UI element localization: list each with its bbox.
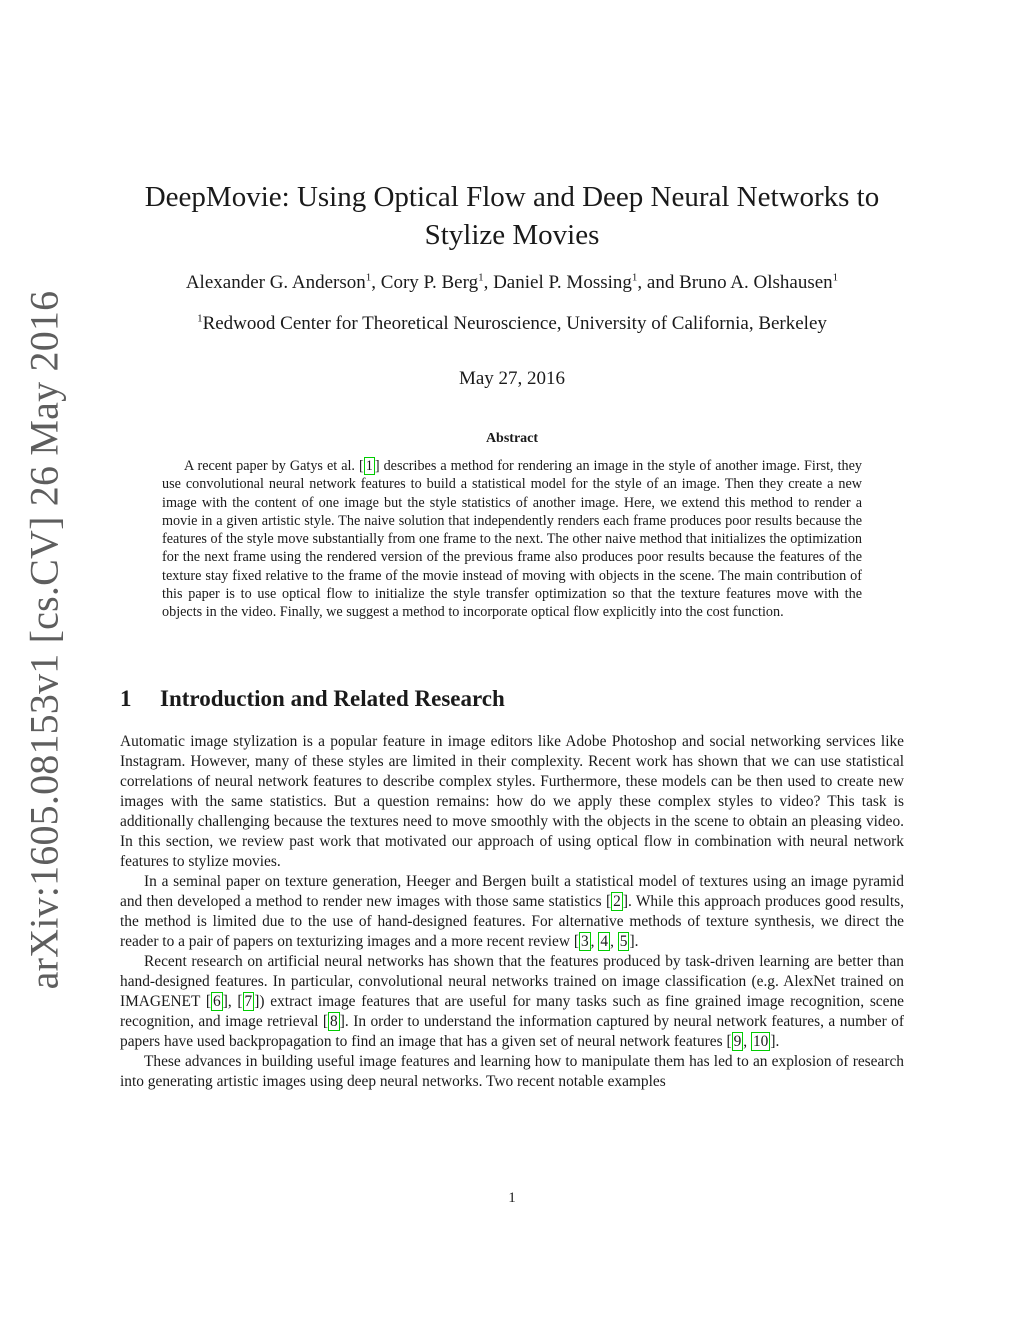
author-separator: , <box>483 272 494 293</box>
paragraph-text: . While this approach produces good results, the method is limited due to the use of hand-designed features. For alternative methods of texture synthesis, we direct the reader to a pair of papers on texturizing images and a more recent review <box>120 893 904 950</box>
citation-link[interactable]: 9 <box>733 1033 742 1050</box>
paper-title: DeepMovie: Using Optical Flow and Deep Neural Networks to Stylize Movies <box>144 181 880 251</box>
citation-link[interactable]: 5 <box>619 933 628 950</box>
author-name: Cory P. Berg <box>380 272 479 293</box>
abstract-text: describes a method for rendering an image in the style of another image. First, they use convolutional neural network features to build a statistical model for the style of an image. Then they create a new image with the content of one image but the style statistics of another image. Here, we extend this method to render a movie in a given artistic style. The naive solution that independently renders each frame produces poor results because the features of the style move substantially from one frame to the next. The other naive method that initializes the optimization for the next frame using the rendered version of the previous frame also produces poor results because the features of the texture stay fixed relative to the frame of the movie instead of moving with objects in the scene. The main contribution of this paper is to use optical flow to initialize the style transfer optimization so that the texture features move with the objects in the video. Finally, we suggest a method to incorporate optical flow explicitly into the cost function. <box>162 458 863 621</box>
paragraph-text: ) extract image features that are useful for many tasks such as fine grained image recognition, scene recognition, and image retrieval <box>120 993 904 1030</box>
affiliation <box>110 313 914 335</box>
citation-link[interactable]: 10 <box>752 1033 769 1050</box>
author-affil-mark: 1 <box>478 271 484 284</box>
paragraph: In a seminal paper on texture generation, Heeger and Bergen built a statistical model of textures using an image pyramid and then developed a method to render new images with those same statistics [ 2 ]. While this approach produces good results, the method is limited due to the use of hand-designed features. For alternative methods of texture synthesis, we direct the reader to a pair of papers on texturizing images and a more recent review [ 3 , 4 , 5 ]. <box>120 873 904 950</box>
paragraph: These advances in building useful image features and learning how to manipulate them has led to an explosion of research into generating artistic images using deep neural networks. Two recent notable examples <box>120 1053 904 1090</box>
author-name: Bruno A. Olshausen <box>679 272 833 293</box>
author-list <box>110 272 914 294</box>
paragraph-text: . <box>775 1033 780 1050</box>
section-heading <box>120 686 505 712</box>
citation-link[interactable]: 4 <box>600 933 609 950</box>
paragraph: Automatic image stylization is a popular feature in image editors like Adobe Photoshop and social networking services like Instagram. However, many of these styles are limited in their complexity. Recent work has shown that we can use statistical correlations of neural network features to describe complex styles. Furthermore, these models can be then used to create new images with the same statistics. But a question remains: how do we apply these complex styles to video? This task is additionally challenging because the textures need to move smoothly with the objects in the scene to obtain an pleasing video. In this section, we review past work that motivated our approach of using optical flow in combination with neural network features to stylize movies. <box>120 733 904 870</box>
section-number: 1 <box>120 686 132 711</box>
paragraph-text: In a seminal paper on texture generation, Heeger and Bergen built a statistical model of textures using an image pyramid and then developed a method to render new images with those same statistics <box>120 873 904 910</box>
abstract-body: A recent paper by Gatys et al. [ 1 ] describes a method for rendering an image in the style of another image. First, they use convolutional neural network features to build a statistical model for the style of an image. Then they create a new image with the content of one image but the style statistics of another image. Here, we extend this method to render a movie in a given artistic style. The naive solution that independently renders each frame produces poor results because the features of the style move substantially from one frame to the next. The other naive method that initializes the optimization for the next frame using the rendered version of the previous frame also produces poor results because the features of the texture stay fixed relative to the frame of the movie instead of moving with objects in the scene. The main contribution of this paper is to use optical flow to initialize the style transfer optimization so that the texture features move with the objects in the video. Finally, we suggest a method to incorporate optical flow explicitly into the cost function. <box>162 458 863 621</box>
page-number: 1 <box>508 1190 516 1206</box>
author-separator: , and <box>637 272 680 293</box>
citation-link[interactable]: 8 <box>330 1013 338 1030</box>
paragraph-text: Recent research on artificial neural networks has shown that the features produced by task-driven learning are better than hand-designed features. In particular, convolutional neural networks trained on image classification (e.g. AlexNet trained on IMAGENET <box>120 953 904 1010</box>
paragraph: Recent research on artificial neural networks has shown that the features produced by task-driven learning are better than hand-designed features. In particular, convolutional neural networks trained on image classification (e.g. AlexNet trained on IMAGENET [ 6 ], [ 7 ]) extract image features that are useful for many tasks such as fine grained image recognition, scene recognition, and image retrieval [ 8 ]. In order to understand the information captured by neural network features, a number of papers have used backpropagation to find an image that has a given set of neural network features [ 9 , 10 ]. <box>120 953 904 1050</box>
abstract-heading: Abstract <box>485 431 539 446</box>
author-name: Alexander G. Anderson <box>185 272 366 293</box>
affiliation-mark: 1 <box>197 312 203 325</box>
citation-link[interactable]: 2 <box>613 893 621 910</box>
abstract-text: A recent paper by Gatys et al. <box>184 458 359 474</box>
citation-link[interactable]: 6 <box>212 993 221 1010</box>
author-affil-mark: 1 <box>365 271 372 284</box>
section-body <box>120 732 904 1092</box>
paragraph-text: . <box>634 933 639 950</box>
author-affil-mark: 1 <box>631 271 638 284</box>
citation-link[interactable]: 7 <box>244 993 253 1010</box>
arxiv-identifier: arXiv:1605.08153v1 [cs.CV] 26 May 2016 <box>21 290 67 990</box>
author-name: Daniel P. Mossing <box>493 272 632 293</box>
citation-link[interactable]: 3 <box>580 933 589 950</box>
publication-date: May 27, 2016 <box>458 368 566 389</box>
paragraph-text: . In order to understand the information captured by neural network features, a number of papers have used backpropagation to find an image that has a given set of neural network features <box>120 1013 904 1050</box>
author-separator: , <box>371 272 381 293</box>
author-affil-mark: 1 <box>832 271 839 284</box>
section-title: Introduction and Related Research <box>160 686 505 711</box>
affiliation-text: Redwood Center for Theoretical Neuroscience, University of California, Berkeley <box>202 313 827 334</box>
citation-link[interactable]: 1 <box>365 458 373 474</box>
